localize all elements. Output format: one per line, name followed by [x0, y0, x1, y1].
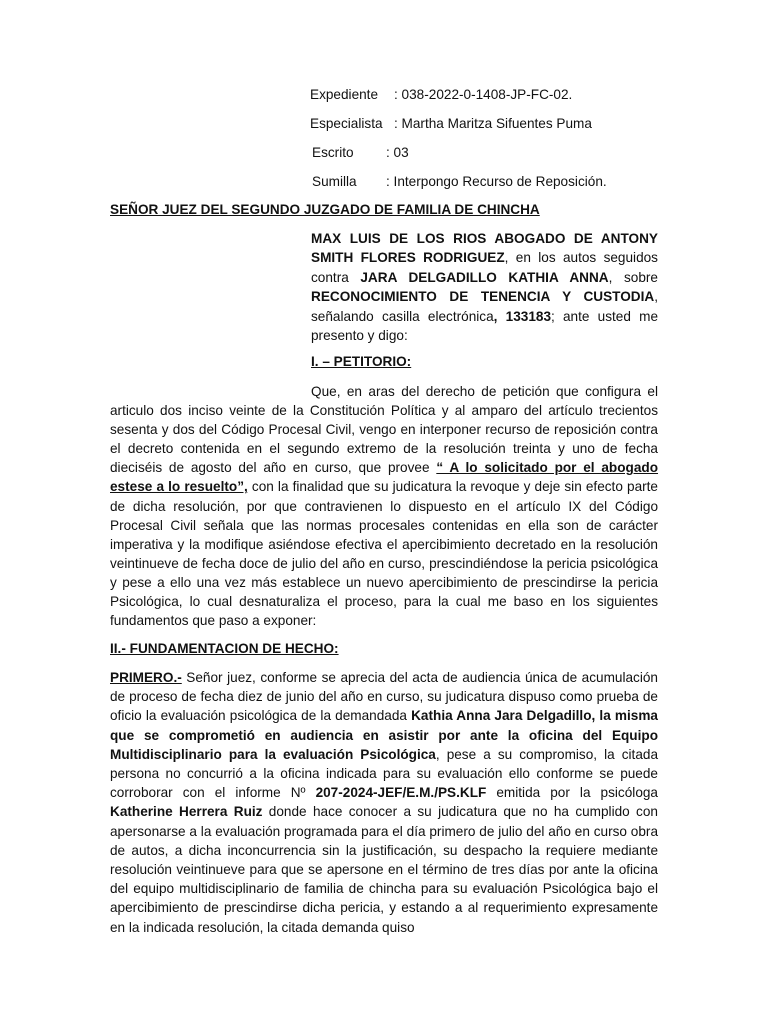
sumilla-label: Sumilla [312, 174, 357, 189]
intro-defendant-name: JARA DELGADILLO KATHIA ANNA [360, 269, 609, 285]
primero-label: PRIMERO.- [110, 670, 182, 685]
section-fundamentacion-title: II.- FUNDAMENTACION DE HECHO: [110, 641, 339, 656]
intro-paragraph [311, 229, 658, 345]
sumilla-value: : Interpongo Recurso de Reposición. [386, 174, 607, 189]
primero-informe-number: 207-2024-JEF/E.M./PS.KLF [315, 785, 487, 801]
intro-lawyer-name: MAX LUIS DE LOS RIOS ABOGADO DE ANTONY SMITH FLORES RODRIGUEZ [311, 231, 658, 266]
header-escrito [312, 144, 409, 162]
expediente-value: : 038-2022-0-1408-JP-FC-02. [394, 87, 573, 102]
intro-casilla-number: , 133183 [493, 308, 552, 324]
header-especialista [310, 115, 592, 133]
section-petitorio-title: I. – PETITORIO: [311, 354, 412, 369]
primero-text-1: Señor juez, conforme se aprecia del acta de audiencia única de acumulación de proceso de fecha diez de junio del año en curso, su judicatura dispuso como prueba de oficio la evaluación psicológica de la demandada [110, 670, 658, 724]
intro-text-3: , señalando casilla electrónica [311, 289, 658, 324]
header-expediente [310, 86, 572, 104]
intro-text-1: , en los autos seguidos contra [311, 250, 658, 285]
escrito-label: Escrito [312, 145, 354, 160]
primero-text-3: emitida por la psicóloga [486, 785, 658, 801]
intro-matter: RECONOCIMIENTO DE TENENCIA Y CUSTODIA [311, 289, 655, 305]
primero-bold-commitment: Kathia Anna Jara Delgadillo, la misma que se comprometió en audiencia en asistir por ante la oficina del Equipo Multidisciplinario para la evaluación Psicológica [110, 708, 658, 762]
petitorio-text-1: Que, en aras del derecho de petición que configura el articulo dos inciso veinte de la Constitución Política y al amparo del artículo trecientos sesenta y dos del Código Procesal Civil, vengo en interponer recurso de reposición contra el decreto contenida en el segundo extremo de la resolución treinta y uno de fecha dieciséis de agosto del año en curso, que provee [110, 384, 658, 476]
intro-text-4: ; ante usted me presento y digo: [311, 308, 658, 344]
addressee-heading: SEÑOR JUEZ DEL SEGUNDO JUZGADO DE FAMILIA DE CHINCHA [110, 202, 540, 217]
primero-text-4: donde hace conocer a su judicatura que no ha cumplido con apersonarse a la evaluación programada para el día primero de julio del año en curso obra de autos, a dicha inconcurrencia sin la justificación, su despacho la requiere mediante resolución veintinueve para que se apersone en el término de tres días por ante la oficina del equipo multidisciplinario de familia de chincha para su evaluación Psicológica bajo el apercibimiento de prescindirse dicha pericia, y estando a al requerimiento expresamente en la indicada resolución, la citada demanda quiso [110, 804, 658, 935]
expediente-label: Expediente [310, 87, 379, 102]
primero-text-2: , pese a su compromiso, la citada persona no concurrió a la oficina indicada para su evaluación ello conforme se puede corroborar con el informe Nº [110, 746, 659, 801]
primero-paragraph [110, 668, 658, 937]
primero-psychologist-name: Katherine Herrera Ruiz [110, 804, 263, 820]
petitorio-quote: “ A lo solicitado por el abogado estese a lo resuelto”, [110, 460, 659, 495]
petitorio-paragraph [110, 382, 658, 630]
petitorio-text-2: con la finalidad que su judicatura la revoque y deje sin efecto parte de dicha resolución, por que contravienen lo dispuesto en el artículo IX del Código Procesal Civil señala que las normas procesales contenidas en ella son de carácter imperativa y la modifique asiéndose efectiva el apercibimiento decretado en la resolución veintinueve de fecha doce de julio del año en curso, prescindiéndose la pericia psicológica y pese a ello una vez más establece un nuevo apercibimiento de prescindirse la pericia Psicológica, lo cual desnaturaliza el proceso, para la cual me baso en los siguientes fundamentos que paso a exponer: [110, 479, 658, 629]
especialista-value: : Martha Maritza Sifuentes Puma [394, 116, 592, 131]
header-sumilla [312, 173, 607, 191]
intro-text-2: , sobre [608, 269, 658, 285]
escrito-value: : 03 [386, 145, 409, 160]
especialista-label: Especialista [310, 116, 383, 131]
